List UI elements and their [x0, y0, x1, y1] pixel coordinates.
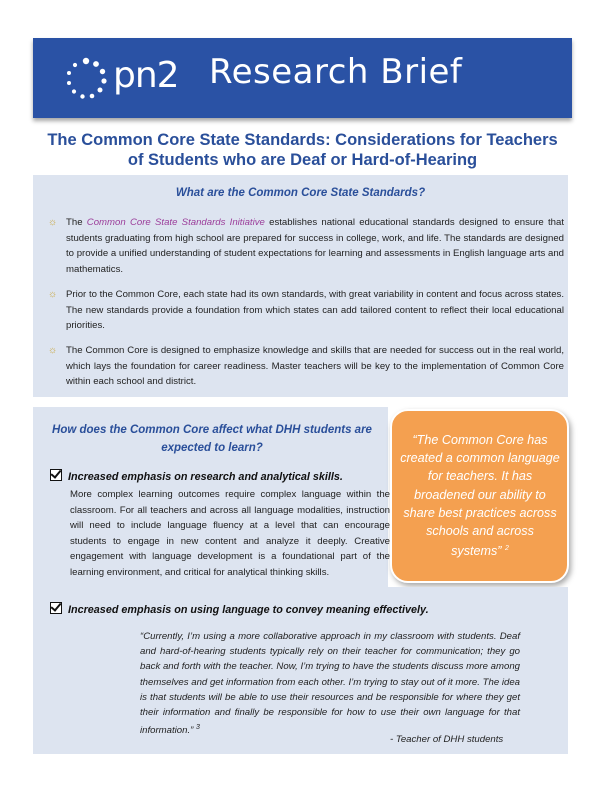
header-banner: [33, 38, 572, 118]
common-core-overview-panel: [33, 175, 568, 397]
list-item: [48, 287, 564, 334]
logo-text: pn2: [113, 55, 179, 96]
footnote-marker: 2: [504, 545, 509, 553]
callout-quote: [400, 431, 560, 561]
checklist-item-language: [50, 602, 429, 616]
bullet-text: The: [66, 217, 87, 228]
teacher-quote-text: “Currently, I’m using a more collaborative approach in my classroom with students. Deaf and hard-of-hearing students typically rely on their teacher for communication; they go back and forth with the teacher. Now, I’m trying to have the students discuss more among themselves and get information from each other. I’m trying to stay out of it more. The idea is that students will be able to use their resources and be responsible for where they get their information and finally be responsible for how to use their own language for that information.”: [140, 631, 520, 737]
checkbox-checked-icon: [50, 469, 62, 481]
list-item: [48, 343, 564, 390]
bullet-text: Prior to the Common Core, each state had its own standards, with great variability in content and focus across states. The new standards provide a foundation from which states can add tailored content to reflect their local educational priorities.: [66, 289, 564, 331]
list-item: [48, 215, 564, 277]
callout-quote-box: [390, 409, 569, 583]
page-title: [33, 130, 572, 170]
common-core-initiative-link[interactable]: Common Core State Standards Initiative: [86, 217, 265, 228]
checkbox-checked-icon: [50, 602, 62, 614]
teacher-quote: [140, 629, 520, 739]
checklist-body: More complex learning outcomes require complex language within the classroom. For all teachers and across all language modalities, instruction will need to include language fluency at a level that can encourage students to engage in new content and analyze it deeply. Creative engagement with language development is a foundational part of the learning environment, and critical for analytical thinking skills.: [70, 489, 390, 578]
heading-line-1: How does the Common Core affect what DHH students are: [52, 424, 372, 436]
footnote-marker: 3: [196, 724, 200, 732]
section-heading: [47, 421, 377, 457]
callout-quote-text: “The Common Core has created a common language for teachers. It has broadened our ability to share best practices across schools and across systems”: [400, 433, 560, 559]
heading-line-2: expected to learn?: [161, 442, 263, 454]
dhh-impact-panel: [33, 407, 388, 587]
banner-title: Research Brief: [209, 52, 463, 92]
checklist-label: Increased emphasis on research and analytical skills.: [68, 471, 343, 483]
bullet-text: establishes national educational standards designed to ensure that students graduating from high school are prepared for success in college, work, and life. The standards are designed to provide a unified understanding of student expectations for learning and assessments in English language arts and mathematics.: [66, 217, 564, 275]
title-line-2: of Students who are Deaf or Hard-of-Hearing: [127, 151, 478, 169]
sun-bullet-icon: ☼: [48, 217, 58, 228]
checklist-item-research: [50, 469, 343, 483]
sun-bullet-icon: ☼: [48, 289, 58, 300]
checklist-label: Increased emphasis on using language to convey meaning effectively.: [68, 604, 429, 616]
bullet-text: The Common Core is designed to emphasize knowledge and skills that are needed for success out in the real world, which lays the foundation for career readiness. Master teachers will be key to the implementation of Common Core within each school and district.: [66, 345, 564, 387]
sun-bullet-icon: ☼: [48, 345, 58, 356]
quote-attribution: - Teacher of DHH students: [390, 734, 504, 745]
language-meaning-panel: [33, 587, 568, 754]
pn2-logo-icon: [63, 56, 109, 102]
title-line-1: The Common Core State Standards: Considerations for Teachers: [47, 131, 558, 149]
section-heading: What are the Common Core State Standards?: [175, 187, 426, 199]
